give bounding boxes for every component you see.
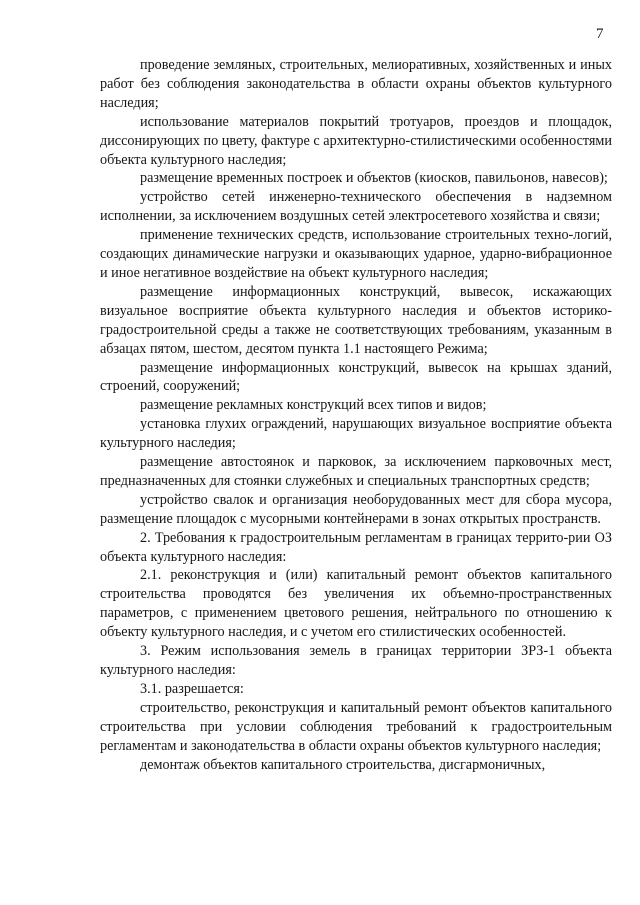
paragraph: строительство, реконструкция и капитальный ремонт объектов капитального строительства при условии соблюдения требований к градостроительным регламентам и законодательства в области охраны объектов культурного наследия;: [100, 699, 612, 754]
page-number: 7: [596, 26, 604, 42]
paragraph: размещение информационных конструкций, вывесок на крышах зданий, строений, сооружений;: [100, 359, 612, 395]
section-paragraph: 2. Требования к градостроительным регламентам в границах террито-рии ОЗ объекта культурного наследия:: [100, 529, 612, 565]
paragraph: проведение земляных, строительных, мелиоративных, хозяйственных и иных работ без соблюдения законодательства в области охраны объектов культурного наследия;: [100, 57, 612, 111]
paragraph: 2.1. реконструкция и (или) капитальный ремонт объектов капитального строительства проводятся без увеличения их объемно-пространственных параметров, с применением цветового решения, нейтрального по отношению к объекту культурного наследия, и с учетом его стилистических особенностей.: [100, 567, 612, 641]
paragraph: устройство свалок и организация необорудованных мест для сбора мусора, размещение площадок с мусорными контейнерами в зонах открытых пространств.: [100, 491, 612, 527]
paragraph: установка глухих ограждений, нарушающих визуальное восприятие объекта культурного наследия;: [100, 416, 612, 452]
paragraph: демонтаж объектов капитального строительства, дисгармоничных,: [140, 756, 546, 773]
paragraph: применение технических средств, использование строительных техно-логий, создающих динамические нагрузки и оказывающих ударное, ударно-вибрационное и иное негативное воздействие на объект культурного наследия;: [100, 227, 612, 281]
subsection-heading: 3.1. разрешается:: [140, 680, 244, 697]
paragraph: размещение информационных конструкций, вывесок, искажающих визуальное восприятие объекта культурного наследия и объектов историко-градостроительной среды а также не соответствующих требованиям, указанным в абзацах пятом, шестом, десятом пункта 1.1 настоящего Режима;: [100, 283, 612, 357]
paragraph: размещение автостоянок и парковок, за исключением парковочных мест, предназначенных для стоянки служебных и специальных транспортных средств;: [100, 454, 612, 489]
document-body: [100, 56, 612, 774]
paragraph: устройство сетей инженерно-технического обеспечения в надземном исполнении, за исключением воздушных сетей электросетевого хозяйства и связи;: [100, 189, 612, 225]
section-paragraph: 3. Режим использования земель в границах территории ЗРЗ-1 объекта культурного наследия:: [100, 643, 612, 678]
paragraph: использование материалов покрытий тротуаров, проездов и площадок, диссонирующих по цвету, фактуре с архитектурно-стилистическими особенностями объекта культурного наследия;: [100, 113, 612, 168]
paragraph: размещение рекламных конструкций всех типов и видов;: [140, 397, 487, 414]
paragraph: размещение временных построек и объектов (киосков, павильонов, навесов);: [140, 170, 608, 187]
